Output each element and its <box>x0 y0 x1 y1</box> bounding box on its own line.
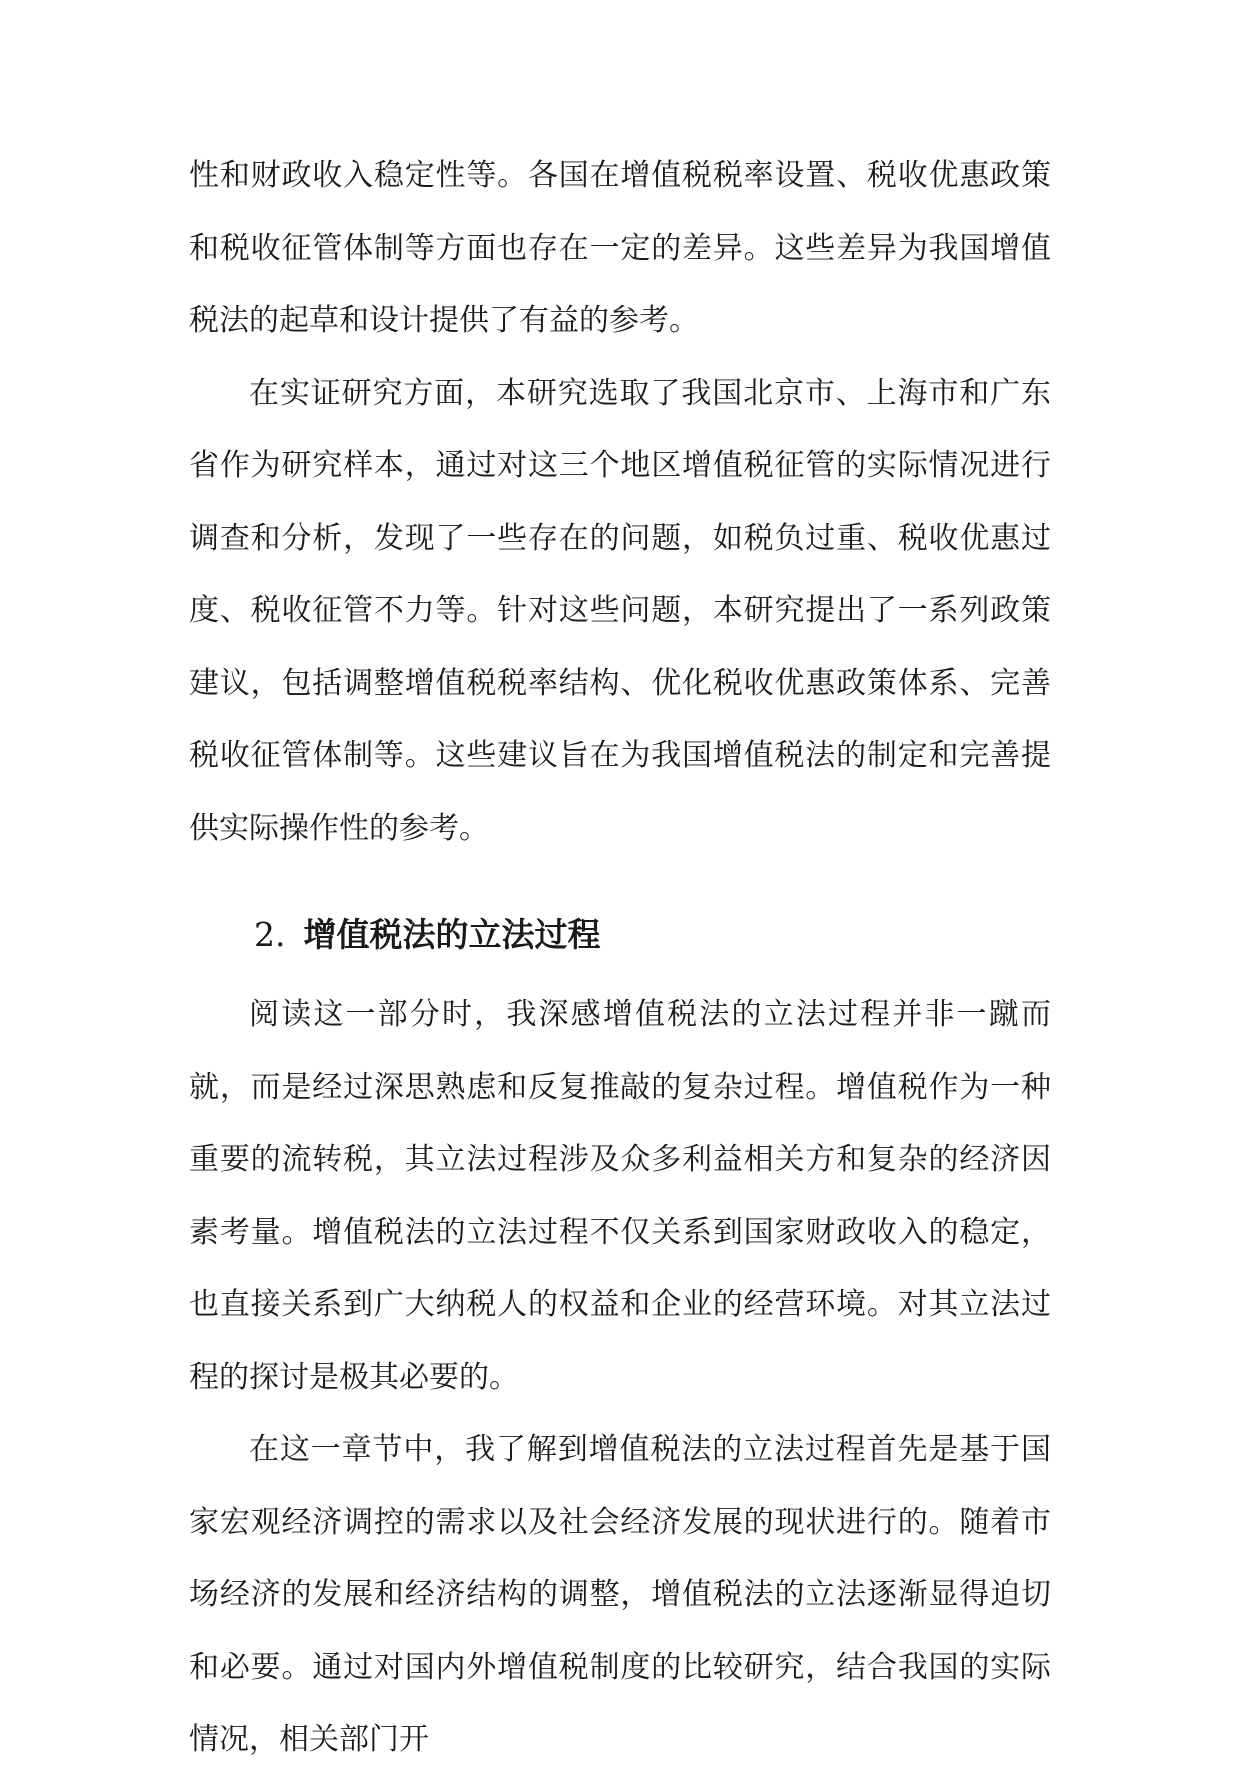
section-heading <box>189 903 1051 967</box>
paragraph-empirical-research: 在实证研究方面，本研究选取了我国北京市、上海市和广东省作为研究样本，通过对这三个地区增值税征管的实际情况进行调查和分析，发现了一些存在的问题，如税负过重、税收优惠过度、税收征管不力等。针对这些问题，本研究提出了一系列政策建议，包括调整增值税税率结构、优化税收优惠政策体系、完善税收征管体制等。这些建议旨在为我国增值税法的制定和完善提供实际操作性的参考。 <box>189 375 1051 846</box>
section-number: 2. <box>254 915 286 954</box>
paragraph-continued: 性和财政收入稳定性等。各国在增值税税率设置、税收优惠政策和税收征管体制等方面也存在一定的差异。这些差异为我国增值税法的起草和设计提供了有益的参考。 <box>189 158 1051 338</box>
section-title: 增值税法的立法过程 <box>303 915 601 954</box>
paragraph-reading-reflection: 阅读这一部分时，我深感增值税法的立法过程并非一蹴而就，而是经过深思熟虑和反复推敲的复杂过程。增值税作为一种重要的流转税，其立法过程涉及众多利益相关方和复杂的经济因素考量。增值税法的立法过程不仅关系到国家财政收入的稳定，也直接关系到广大纳税人的权益和企业的经营环境。对其立法过程的探讨是极其必要的。 <box>189 997 1051 1395</box>
document-body <box>189 140 1051 1777</box>
paragraph-chapter-summary: 在这一章节中，我了解到增值税法的立法过程首先是基于国家宏观经济调控的需求以及社会经济发展的现状进行的。随着市场经济的发展和经济结构的调整，增值税法的立法逐渐显得迫切和必要。通过对国内外增值税制度的比较研究，结合我国的实际情况，相关部门开 <box>189 1432 1051 1757</box>
